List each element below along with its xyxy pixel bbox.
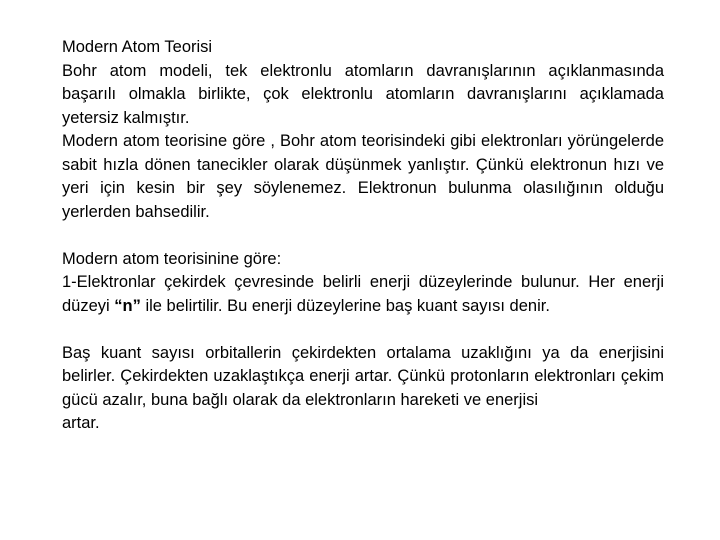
paragraph-energy-levels — [62, 271, 664, 318]
section-modern-atom-theory — [62, 36, 664, 224]
energy-levels-text-start: 1-Elektronlar çekirdek çevresinde belirli enerji düzeylerinde bulunur. Her enerji düzeyi — [62, 273, 664, 315]
section-modern-theory-claims — [62, 248, 664, 319]
section-heading-text: Modern atom teorisinine göre: — [62, 249, 282, 268]
paragraph-principal-quantum: Baş kuant sayısı orbitallerin çekirdekten ortalama uzaklığını ya da enerjisini belirler. Çekirdekten uzaklaştıkça enerji artar. Çünkü protonların elektronları çekim gücü azalır, buna bağlı olarak da elektronların hareketi ve enerjisi — [62, 343, 664, 409]
paragraph-spacer — [62, 318, 664, 342]
paragraph-spacer — [62, 224, 664, 248]
paragraph-bohr-model: Bohr atom modeli, tek elektronlu atomların davranışlarının açıklanmasında başarılı olmakla birlikte, çok elektronlu atomların davranışlarını açıklamada yetersiz kalmıştır. — [62, 61, 664, 127]
section-principal-quantum-number — [62, 342, 664, 436]
section-heading — [62, 248, 664, 272]
paragraph-modern-theory: Modern atom teorisine göre , Bohr atom teorisindeki gibi elektronları yörüngelerde sabit hızla dönen tanecikler olarak düşünmek yanlıştır. Çünkü elektronun hızı ve yeri için kesin bir şey söylenemez. Elektronun bulunma olasılığının olduğu yerlerden bahsedilir. — [62, 132, 664, 221]
slide-content — [62, 36, 664, 436]
paragraph-tail: artar. — [62, 414, 100, 432]
section-title: Modern Atom Teorisi — [62, 38, 213, 56]
quantum-number-symbol: “n” — [114, 296, 141, 315]
energy-levels-text-end: ile belirtilir. Bu enerji düzeylerine baş kuant sayısı denir. — [140, 296, 550, 315]
